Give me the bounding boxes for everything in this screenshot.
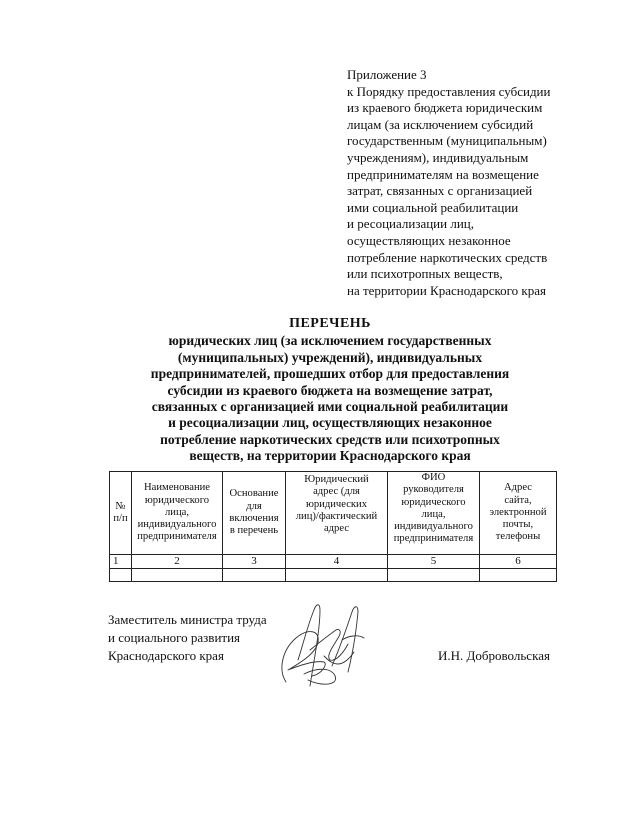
table-row (110, 569, 557, 582)
header-cell-contacts: Адрес сайта, электронной почты, телефоны (480, 472, 557, 555)
appendix-line: Приложение 3 (347, 67, 427, 82)
title-heading: ПЕРЕЧЕНЬ (289, 316, 371, 331)
appendix-block (347, 67, 607, 299)
appendix-line: на территории Краснодарского края (347, 282, 546, 298)
title-line: (муниципальных) учреждений), индивидуальных (177, 349, 483, 365)
header-cell-address: Юридический адрес (для юридических лиц)/фактический адрес (286, 472, 388, 555)
table-cell (132, 569, 223, 582)
appendix-line: осуществляющих незаконное (347, 232, 511, 248)
title-line: потребление наркотических средств или психотропных (160, 431, 500, 447)
table-cell (388, 569, 480, 582)
appendix-line: к Порядку предоставления субсидии (347, 83, 551, 99)
document-title (110, 316, 550, 465)
entities-table (109, 471, 557, 582)
header-cell-director: ФИО руководителя юридического лица, индивидуального предпринимателя (388, 472, 480, 555)
title-line: веществ, на территории Краснодарского края (189, 448, 471, 464)
appendix-line: учреждениям), индивидуальным (347, 149, 529, 165)
appendix-line: государственным (муниципальным) (347, 133, 547, 149)
column-number: 1 (110, 555, 132, 569)
appendix-line: ими социальной реабилитации (347, 199, 519, 215)
column-number: 4 (286, 555, 388, 569)
title-line: предпринимателей, прошедших отбор для предоставления (150, 366, 510, 382)
table-cell (480, 569, 557, 582)
table-cell (110, 569, 132, 582)
column-number: 3 (223, 555, 286, 569)
header-cell-name: Наименование юридического лица, индивидуального предпринимателя (132, 472, 223, 555)
position-line: и социального развития (108, 630, 241, 645)
column-number: 2 (132, 555, 223, 569)
appendix-line: затрат, связанных с организацией (347, 183, 533, 199)
table-cell (223, 569, 286, 582)
table-cell (286, 569, 388, 582)
title-line: связанных с организацией ими социальной реабилитации (151, 399, 509, 415)
appendix-line: потребление наркотических средств (347, 249, 548, 265)
header-cell-number: № п/п (110, 472, 132, 555)
column-number: 6 (480, 555, 557, 569)
position-line: Краснодарского края (108, 648, 224, 663)
appendix-line: и ресоциализации лиц, (347, 216, 474, 232)
signatory-position (108, 611, 267, 665)
table-number-row (110, 555, 557, 569)
column-number: 5 (388, 555, 480, 569)
title-line: субсидии из краевого бюджета на возмещение затрат, (167, 382, 493, 398)
appendix-line: предпринимателям на возмещение (347, 166, 539, 182)
table-header-row (110, 472, 557, 555)
appendix-line: из краевого бюджета юридическим (347, 100, 543, 116)
header-cell-basis: Основание для включения в перечень (223, 472, 286, 555)
title-line: и ресоциализации лиц, осуществляющих незаконное (168, 415, 492, 431)
position-line: Заместитель министра труда (108, 612, 267, 627)
signatory-name: И.Н. Добровольская (438, 648, 550, 663)
appendix-line: или психотропных веществ, (347, 266, 503, 282)
handwritten-signature (268, 590, 378, 700)
appendix-line: лицам (за исключением субсидий (347, 116, 534, 132)
title-line: юридических лиц (за исключением государственных (168, 333, 492, 349)
